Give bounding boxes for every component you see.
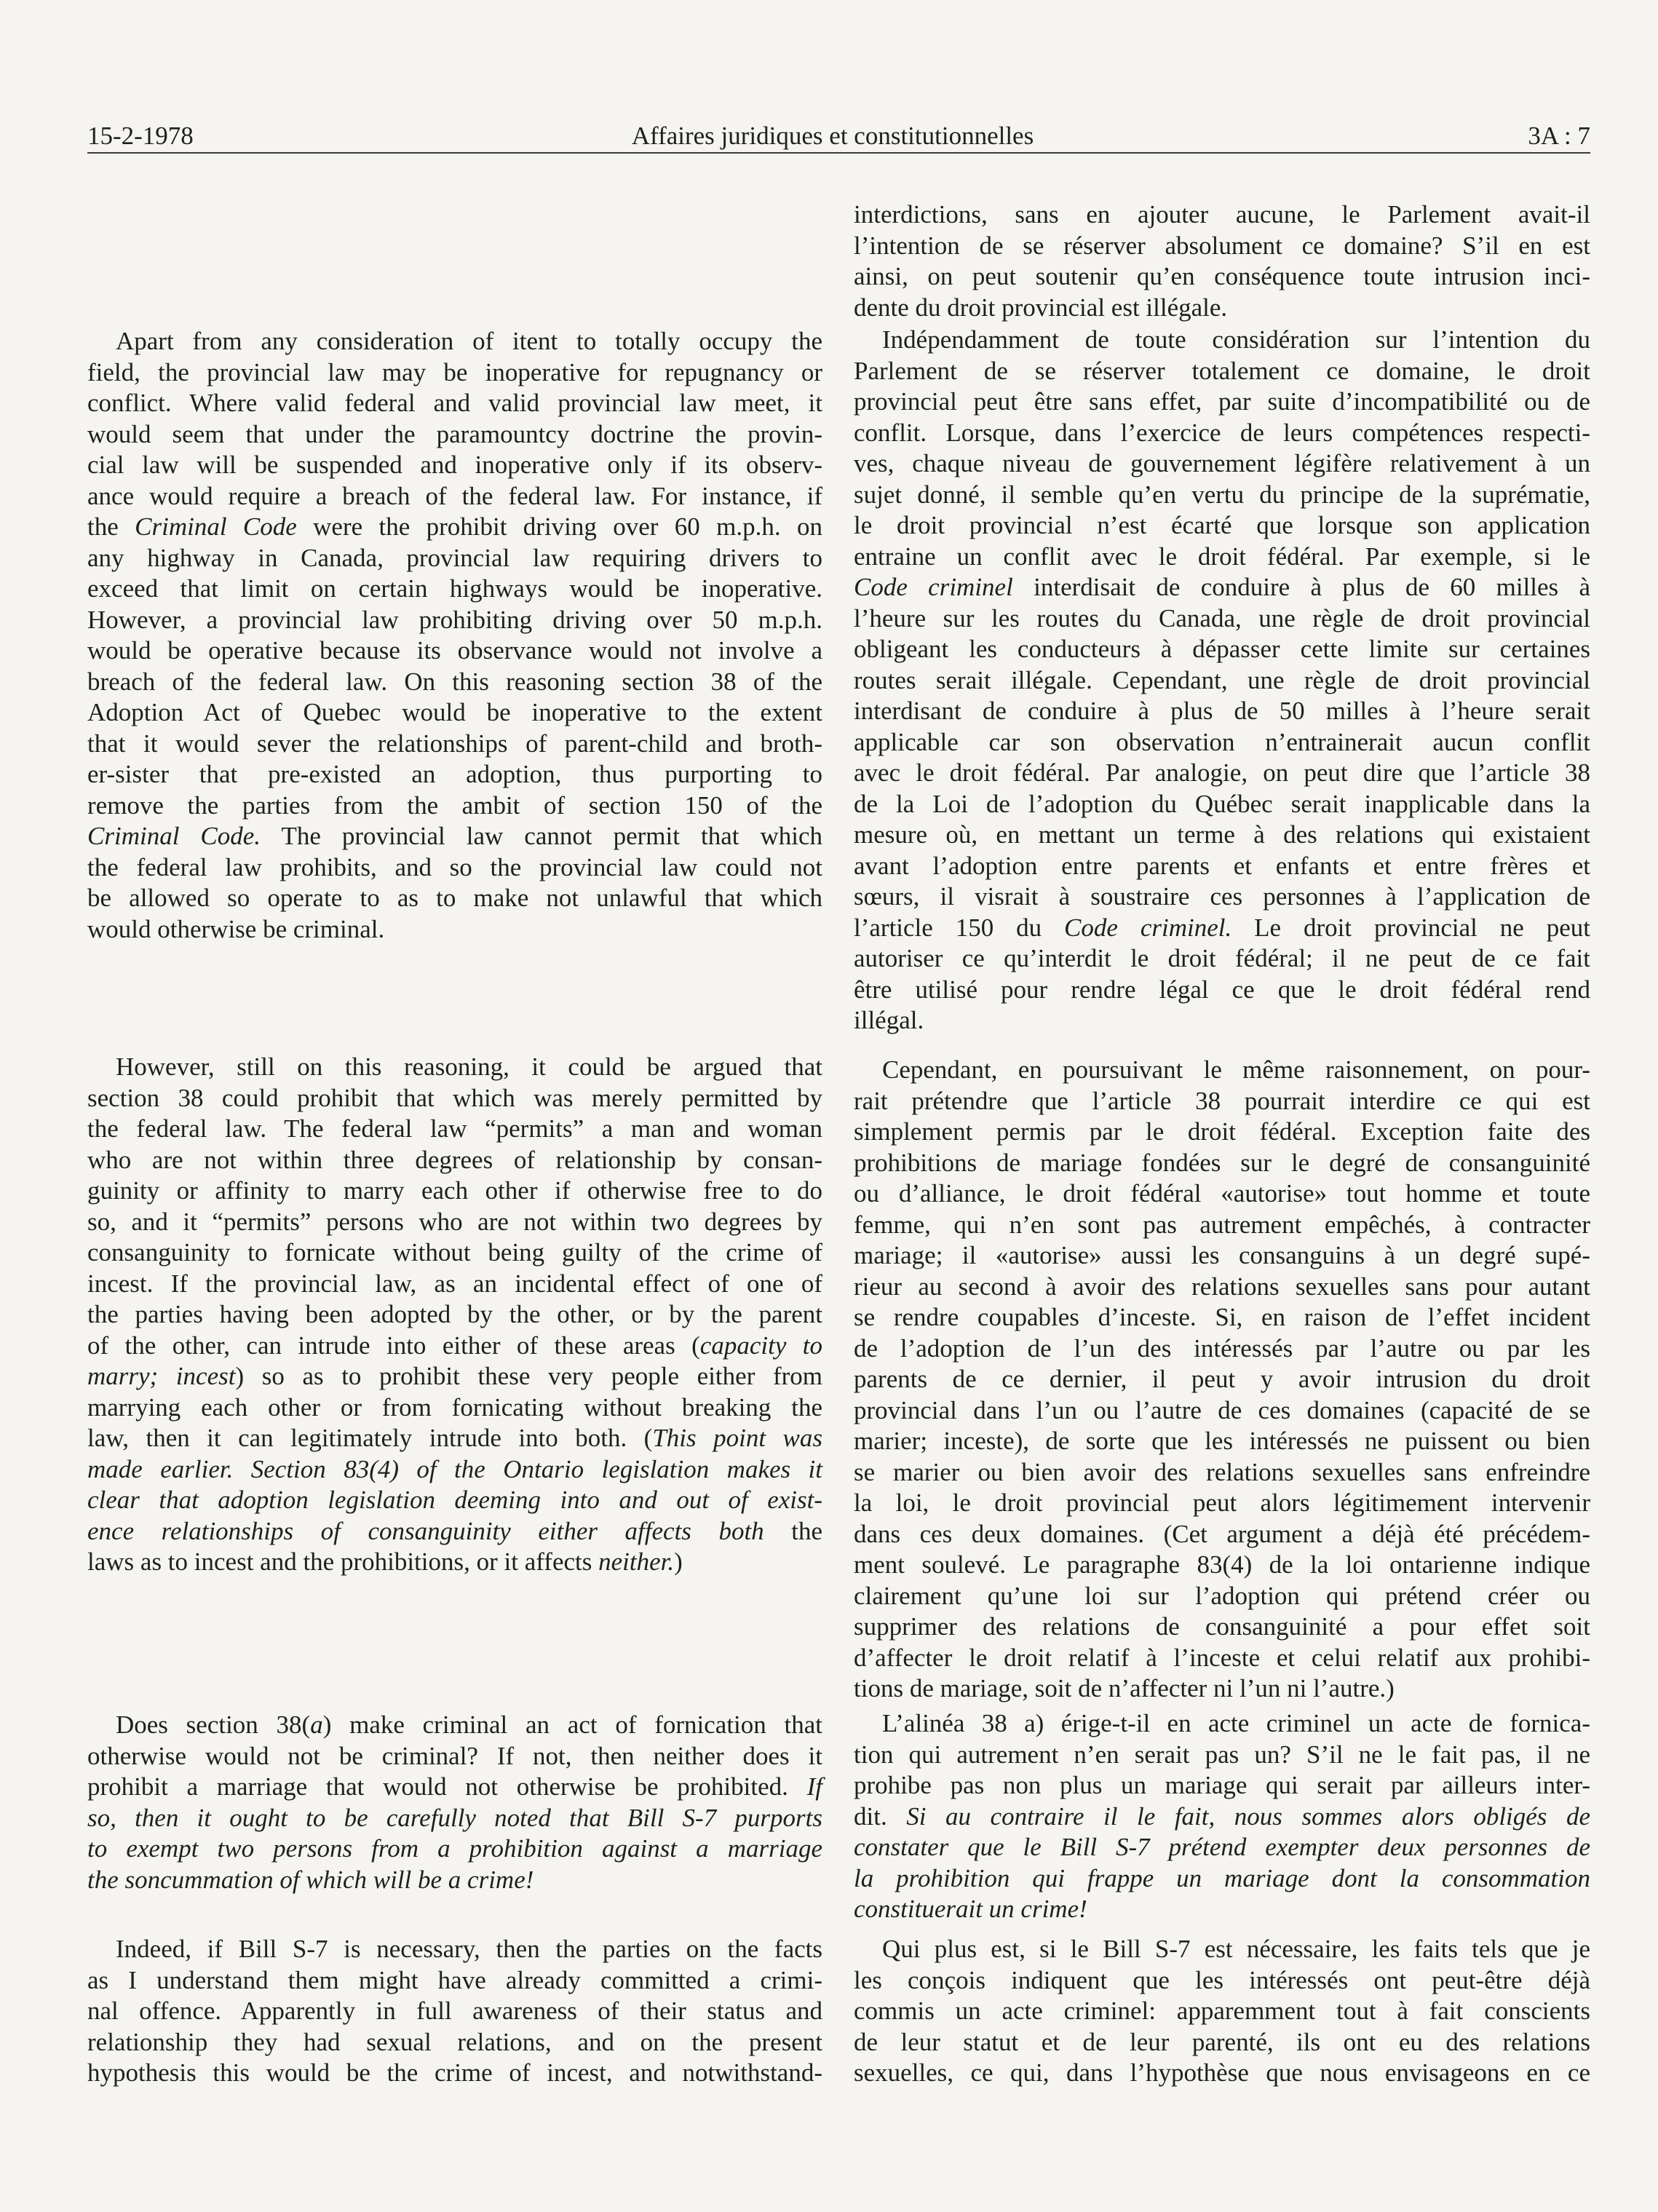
text-line: [87, 605, 822, 636]
text-line: [854, 1086, 1590, 1117]
line-text: parents de ce dernier, il peut y avoir intrusion du droit: [854, 1365, 1590, 1393]
line-text: marier; inceste), de sorte que les intéressés ne puissent ou bien: [854, 1427, 1590, 1455]
paragraph: [87, 1934, 822, 2089]
line-text: consanguinity to fornicate without being guilty of the crime of: [87, 1238, 822, 1266]
line-text: interdisant de conduire à plus de 50 milles à l’heure serait: [854, 697, 1590, 725]
line-text: supprimer des relations de consanguinité a pour effet soit: [854, 1612, 1590, 1641]
text-line: [854, 1934, 1590, 1965]
line-text: Adoption Act of Quebec would be inoperative to the extent: [87, 698, 822, 726]
text-line: [87, 388, 822, 419]
line-text: remove the parties from the ambit of section 150 of the: [87, 790, 822, 820]
line-text: la loi, le droit provincial peut alors légitimement intervenir: [854, 1488, 1590, 1517]
text-line: [854, 975, 1590, 1006]
line-text: ) so as to prohibit these very people either from: [235, 1362, 822, 1390]
text-line: [854, 510, 1590, 542]
line-text: provincial dans l’un ou l’autre de ces domaines (capacité de se: [854, 1395, 1590, 1424]
text-line: [87, 1834, 822, 1865]
text-line: [854, 758, 1590, 789]
text-line: [87, 883, 822, 914]
line-text: l’intention de se réserver absolument ce domaine? S’il en est: [854, 231, 1590, 260]
paragraph: [854, 1934, 1590, 2089]
text-line: [854, 1272, 1590, 1303]
text-line: [854, 1673, 1590, 1705]
line-text: avant l’adoption entre parents et enfants et entre frères et: [854, 851, 1590, 880]
line-text: laws as to incest and the prohibitions, or it affects: [87, 1547, 599, 1576]
line-text: être utilisé pour rendre légal ce que le droit fédéral rend: [854, 975, 1590, 1004]
line-text: guinity or affinity to marry each other if otherwise free to do: [87, 1176, 822, 1205]
line-text: rieur au second à avoir des relations sexuelles sans pour autant: [854, 1272, 1590, 1301]
line-text: would seem that under the paramountcy doctrine the provin-: [87, 419, 822, 448]
line-text: Parlement de se réserver totalement ce domaine, le droit: [854, 356, 1590, 385]
line-text: sœurs, il visrait à soustraire ces personnes à l’application de: [854, 882, 1590, 911]
line-text: clairement qu’une loi sur l’adoption qui prétend créer ou: [854, 1581, 1590, 1610]
italic-text: capacity to: [699, 1331, 822, 1360]
line-text: Le droit provincial ne peut: [1231, 913, 1590, 942]
text-line: [87, 1454, 822, 1486]
text-line: [87, 481, 822, 512]
text-line: [854, 418, 1590, 449]
text-line: [854, 1148, 1590, 1179]
text-line: [854, 1832, 1590, 1863]
text-line: [87, 2058, 822, 2089]
text-line: [87, 1331, 822, 1362]
text-line: [87, 419, 822, 451]
text-line: [854, 1519, 1590, 1550]
header-title: Affaires juridiques et constitutionnelles: [631, 122, 1034, 150]
line-text: le droit provincial n’est écarté que lorsque son application: [854, 511, 1590, 539]
paragraph: [854, 1055, 1590, 1705]
line-text: interdisait de conduire à plus de 60 milles à: [1012, 573, 1590, 601]
line-text: nal offence. Apparently in full awareness of their status and: [87, 1997, 822, 2025]
line-text: the federal law prohibits, and so the provincial law could not: [87, 852, 822, 881]
text-line: [87, 1423, 822, 1454]
text-line: [87, 697, 822, 729]
text-line: [87, 1965, 822, 1997]
text-line: [87, 1516, 822, 1547]
line-text: hypothesis this would be the crime of incest, and notwithstand-: [87, 2058, 822, 2087]
line-text: d’affecter le droit relatif à l’inceste et celui relatif aux prohibi-: [854, 1643, 1590, 1672]
line-text: relationship they had sexual relations, and on the present: [87, 2027, 822, 2056]
text-line: [854, 1488, 1590, 1519]
italic-text: la prohibition qui frappe un mariage dont la consommation: [854, 1863, 1590, 1892]
paragraph: [854, 1708, 1590, 1925]
text-line: [854, 480, 1590, 511]
line-text: were the prohibit driving over 60 m.p.h. on: [296, 512, 822, 541]
text-line: [87, 1485, 822, 1516]
text-line: [854, 881, 1590, 913]
text-line: [854, 1708, 1590, 1740]
text-line: [854, 293, 1590, 324]
text-line: [854, 1581, 1590, 1612]
line-text: The provincial law cannot permit that which: [261, 822, 823, 850]
paragraph: [854, 199, 1590, 323]
text-line: [854, 1643, 1590, 1674]
text-line: [87, 1710, 822, 1741]
line-text: ): [674, 1547, 683, 1576]
italic-text: This point was: [652, 1424, 822, 1452]
line-text: so, and it “permits” persons who are not within two degrees by: [87, 1207, 822, 1236]
line-text: applicable car son observation n’entrainerait aucun conflit: [854, 727, 1590, 756]
line-text: mariage; il «autorise» aussi les consanguins à un degré supé-: [854, 1241, 1590, 1269]
line-text: obligeant les conducteurs à dépasser cette limite sur certaines: [854, 635, 1590, 663]
text-line: [87, 1145, 822, 1176]
line-text: Apart from any consideration of itent to totally occupy the: [116, 327, 822, 355]
line-text: entraine un conflit avec le droit fédéral. Par exemple, si le: [854, 542, 1590, 571]
text-line: [87, 2027, 822, 2058]
text-line: [854, 572, 1590, 603]
text-line: [854, 1740, 1590, 1771]
line-text: provincial peut être sans effet, par suite d’incompatibilité ou de: [854, 387, 1590, 416]
header-date: 15-2-1978: [87, 122, 194, 150]
text-line: [854, 1894, 1590, 1925]
text-line: [87, 759, 822, 790]
text-line: [87, 1996, 822, 2027]
text-line: [87, 1865, 822, 1896]
text-line: [854, 356, 1590, 387]
text-line: [854, 1996, 1590, 2027]
line-text: rait prétendre que l’article 38 pourrait interdire ce qui est: [854, 1086, 1590, 1115]
text-line: [854, 1612, 1590, 1643]
text-line: [854, 2058, 1590, 2089]
text-line: [854, 261, 1590, 293]
line-text: de l’adoption de l’un des intéressés par l’autre ou par les: [854, 1333, 1590, 1363]
text-line: [87, 914, 822, 946]
line-text: the: [87, 512, 135, 541]
line-text: exceed that limit on certain highways would be inoperative.: [87, 574, 822, 603]
line-text: section 38 could prohibit that which was merely permitted by: [87, 1083, 822, 1112]
line-text: ainsi, on peut soutenir qu’en conséquence toute intrusion inci-: [854, 262, 1590, 290]
text-line: [87, 1299, 822, 1331]
text-line: [87, 635, 822, 667]
right-column-french: [854, 0, 1590, 2212]
line-text: prohibitions de mariage fondées sur le degré de consanguinité: [854, 1148, 1590, 1177]
text-line: [854, 1005, 1590, 1036]
text-line: [87, 1803, 822, 1834]
line-text: prohibe pas non plus un mariage qui serait par ailleurs inter-: [854, 1771, 1590, 1799]
text-line: [854, 1550, 1590, 1581]
text-line: [854, 1178, 1590, 1210]
line-text: L’alinéa 38 a) érige-t-il en acte criminel un acte de fornica-: [882, 1709, 1590, 1737]
paragraph: [87, 326, 822, 945]
italic-text: made earlier. Section 83(4) of the Ontario legislation makes it: [87, 1454, 822, 1483]
text-line: [87, 1052, 822, 1083]
text-line: [854, 1770, 1590, 1801]
line-text: law, then it can legitimately intrude into both. (: [87, 1424, 653, 1452]
line-text: routes serait illégale. Cependant, une règle de droit provincial: [854, 665, 1590, 694]
line-text: er-sister that pre-existed an adoption, thus purporting to: [87, 760, 822, 788]
text-line: [87, 1772, 822, 1803]
line-text: dans ces deux domaines. (Cet argument a déjà été précédem-: [854, 1519, 1590, 1548]
text-line: [854, 231, 1590, 262]
text-line: [87, 1176, 822, 1207]
line-text: l’article 150 du: [854, 913, 1065, 942]
line-text: the federal law. The federal law “permits” a man and woman: [87, 1114, 822, 1143]
text-line: [854, 665, 1590, 697]
paragraph: [854, 325, 1590, 1036]
italic-text: constituerait un crime!: [854, 1895, 1087, 1923]
line-text: sexuelles, ce qui, dans l’hypothèse que nous envisageons en ce: [854, 2058, 1590, 2087]
line-text: se marier ou bien avoir des relations sexuelles sans enfreindre: [854, 1457, 1590, 1486]
text-line: [854, 448, 1590, 480]
text-line: [87, 1207, 822, 1238]
line-text: cial law will be suspended and inoperative only if its observ-: [87, 451, 822, 479]
italic-text: constater que le Bill S-7 prétend exempter deux personnes de: [854, 1833, 1590, 1861]
line-text: interdictions, sans en ajouter aucune, le Parlement avait-il: [854, 200, 1590, 229]
line-text: de la Loi de l’adoption du Québec serait inapplicable dans la: [854, 789, 1590, 818]
italic-text: If: [806, 1772, 822, 1801]
italic-text: a: [310, 1710, 323, 1739]
line-text: breach of the federal law. On this reasoning section 38 of the: [87, 667, 822, 696]
line-text: conflict. Where valid federal and valid provincial law meet, it: [87, 389, 822, 417]
text-line: [87, 1392, 822, 1424]
text-line: [854, 1801, 1590, 1833]
line-text: Cependant, en poursuivant le même raisonnement, on pour-: [882, 1055, 1590, 1084]
line-text: se rendre coupables d’inceste. Si, en raison de l’effet incident: [854, 1303, 1590, 1331]
text-line: [854, 913, 1590, 944]
line-text: the parties having been adopted by the other, or by the parent: [87, 1300, 822, 1328]
text-line: [87, 667, 822, 698]
italic-text: to exempt two persons from a prohibition against a marriage: [87, 1834, 822, 1863]
line-text: field, the provincial law may be inoperative for repugnancy or: [87, 357, 822, 386]
line-text: ) make criminal an act of fornication that: [322, 1710, 822, 1739]
text-line: [87, 1237, 822, 1269]
line-text: ves, chaque niveau de gouvernement légifère relativement à un: [854, 449, 1590, 477]
line-text: ou d’alliance, le droit fédéral «autorise» tout homme et toute: [854, 1179, 1590, 1208]
text-line: [87, 821, 822, 852]
italic-text: neither.: [598, 1547, 675, 1576]
line-text: ment soulevé. Le paragraphe 83(4) de la loi ontarienne indique: [854, 1550, 1590, 1579]
line-text: Indépendamment de toute considération sur l’intention du: [882, 325, 1590, 354]
line-text: the: [763, 1516, 822, 1545]
text-line: [854, 1117, 1590, 1148]
text-line: [87, 852, 822, 884]
line-text: any highway in Canada, provincial law requiring drivers to: [87, 543, 822, 572]
text-line: [87, 790, 822, 822]
line-text: of the other, can intrude into either of these areas (: [87, 1331, 700, 1360]
line-text: mesure où, en mettant un terme à des relations qui existaient: [854, 820, 1590, 849]
text-line: [854, 943, 1590, 975]
text-line: [854, 789, 1590, 820]
text-line: [854, 634, 1590, 665]
italic-text: the soncummation of which will be a crime!: [87, 1865, 534, 1894]
line-text: commis un acte criminel: apparemment tout à fait conscients: [854, 1997, 1590, 2025]
line-text: Qui plus est, si le Bill S-7 est nécessaire, les faits tels que je: [882, 1935, 1590, 1963]
text-line: [854, 1240, 1590, 1272]
italic-text: clear that adoption legislation deeming into and out of exist-: [87, 1486, 822, 1514]
line-text: simplement permis par le droit fédéral. Exception faite des: [854, 1117, 1590, 1146]
text-line: [854, 696, 1590, 727]
line-text: However, a provincial law prohibiting driving over 50 m.p.h.: [87, 605, 822, 634]
line-text: prohibit a marriage that would not otherwise be prohibited.: [87, 1772, 807, 1801]
line-text: de leur statut et de leur parenté, ils ont eu des relations: [854, 2027, 1590, 2056]
text-line: [854, 1965, 1590, 1997]
text-line: [854, 603, 1590, 635]
line-text: Does section 38(: [116, 1710, 311, 1739]
line-text: conflit. Lorsque, dans l’exercice de leurs compétences respecti-: [854, 418, 1590, 447]
line-text: marrying each other or from fornicating without breaking the: [87, 1392, 822, 1422]
italic-text: Code criminel: [854, 573, 1013, 601]
italic-text: marry; incest: [87, 1362, 236, 1390]
text-line: [87, 450, 822, 481]
text-line: [87, 1361, 822, 1392]
line-text: otherwise would not be criminal? If not, then neither does it: [87, 1741, 822, 1770]
line-text: tion qui autrement n’en serait pas un? S’il ne le fait pas, il ne: [854, 1740, 1590, 1769]
italic-text: Si au contraire il le fait, nous sommes alors obligés de: [906, 1801, 1590, 1831]
italic-text: Criminal Code.: [87, 822, 261, 850]
text-line: [87, 1114, 822, 1145]
line-text: However, still on this reasoning, it could be argued that: [116, 1053, 822, 1081]
text-line: [854, 1863, 1590, 1895]
italic-text: ence relationships of consanguinity either affects both: [87, 1516, 764, 1545]
text-line: [87, 1547, 822, 1578]
paragraph: [87, 1052, 822, 1578]
text-line: [87, 543, 822, 574]
line-text: incest. If the provincial law, as an incidental effect of one of: [87, 1269, 822, 1298]
page-number: 3A : 7: [1528, 122, 1590, 150]
text-line: [854, 851, 1590, 882]
text-line: [854, 542, 1590, 573]
text-line: [854, 1426, 1590, 1457]
line-text: tions de mariage, soit de n’affecter ni l’un ni l’autre.): [854, 1674, 1395, 1702]
text-line: [854, 1055, 1590, 1086]
line-text: dit.: [854, 1801, 907, 1831]
line-text: femme, qui n’en sont pas autrement empêchés, à contracter: [854, 1210, 1590, 1239]
line-text: as I understand them might have already committed a crimi-: [87, 1965, 822, 1994]
line-text: who are not within three degrees of relationship by consan-: [87, 1145, 822, 1174]
text-line: [87, 729, 822, 760]
text-line: [87, 1741, 822, 1772]
line-text: autoriser ce qu’interdit le droit fédéral; il ne peut de ce fait: [854, 944, 1590, 972]
italic-text: Criminal Code: [135, 512, 297, 541]
text-line: [87, 574, 822, 605]
text-line: [87, 1269, 822, 1300]
text-line: [854, 727, 1590, 758]
text-line: [854, 2027, 1590, 2058]
line-text: illégal.: [854, 1006, 924, 1034]
text-line: [854, 820, 1590, 851]
text-line: [854, 386, 1590, 418]
text-line: [854, 1457, 1590, 1488]
paragraph: [87, 1710, 822, 1895]
italic-text: Code criminel.: [1064, 913, 1232, 942]
left-column-english: [87, 0, 822, 2212]
line-text: ance would require a breach of the federal law. For instance, if: [87, 481, 822, 510]
line-text: sujet donné, il semble qu’en vertu du principe de la suprématie,: [854, 480, 1590, 509]
line-text: les conçois indiquent que les intéressés ont peut-être déjà: [854, 1965, 1590, 1994]
text-line: [854, 325, 1590, 356]
line-text: l’heure sur les routes du Canada, une règle de droit provincial: [854, 603, 1590, 633]
text-line: [87, 357, 822, 389]
line-text: avec le droit fédéral. Par analogie, on peut dire que l’article 38: [854, 758, 1590, 787]
text-line: [854, 1210, 1590, 1241]
line-text: that it would sever the relationships of parent-child and broth-: [87, 729, 822, 758]
line-text: would otherwise be criminal.: [87, 914, 385, 943]
text-line: [87, 512, 822, 543]
line-text: be allowed so operate to as to make not unlawful that which: [87, 884, 822, 912]
text-line: [87, 326, 822, 357]
text-line: [854, 1302, 1590, 1333]
line-text: Indeed, if Bill S-7 is necessary, then the parties on the facts: [116, 1935, 822, 1963]
text-line: [87, 1083, 822, 1114]
text-line: [854, 1395, 1590, 1427]
line-text: dente du droit provincial est illégale.: [854, 293, 1228, 322]
text-line: [854, 1364, 1590, 1395]
text-line: [854, 1333, 1590, 1365]
italic-text: so, then it ought to be carefully noted that Bill S-7 purports: [87, 1803, 822, 1832]
text-line: [854, 199, 1590, 231]
text-line: [87, 1934, 822, 1965]
line-text: would be operative because its observance would not involve a: [87, 636, 822, 665]
